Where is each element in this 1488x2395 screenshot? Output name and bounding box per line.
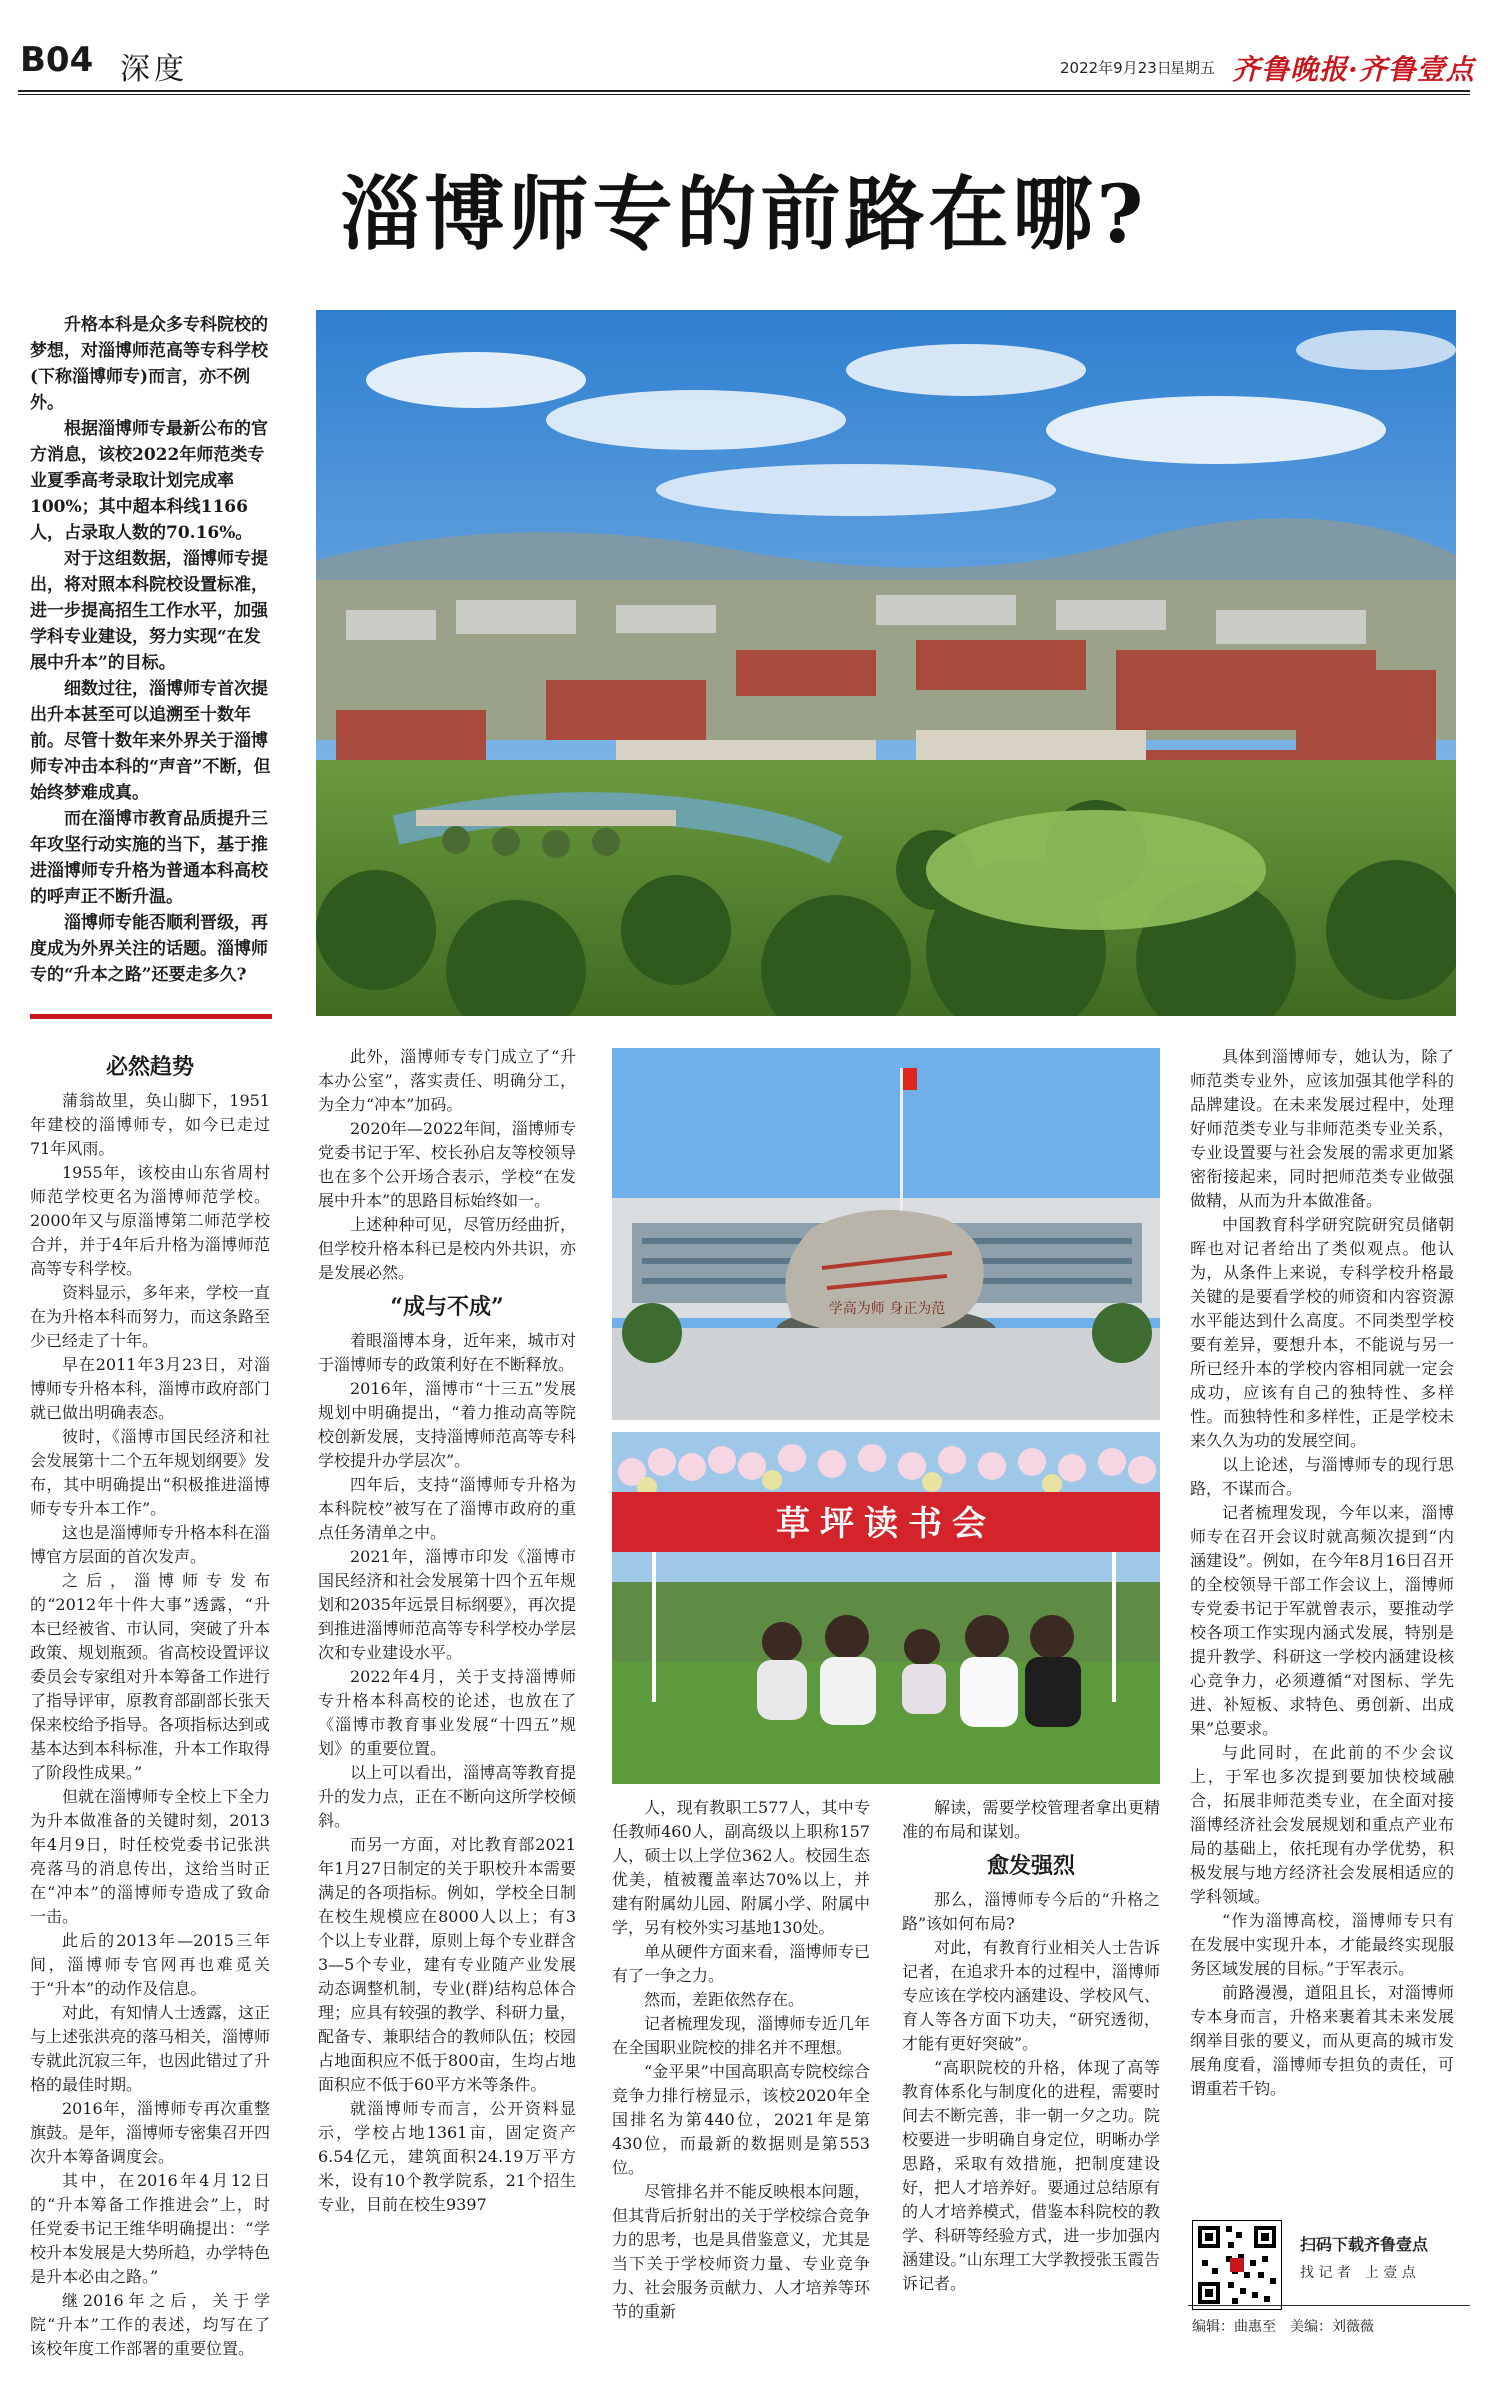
paragraph: 蒲翁故里，奂山脚下，1951年建校的淄博师专，如今已走过71年风雨。 bbox=[30, 1091, 270, 1158]
paragraph: 2016年，淄博市“十三五”发展规划中明确提出，“着力推动高等院校创新发展，支持淄博师范高等专科学校提升办学层次”。 bbox=[318, 1379, 576, 1470]
header-rule-thin bbox=[18, 94, 1470, 95]
paragraph: 以上论述，与淄博师专的现行思路，不谋而合。 bbox=[1190, 1455, 1454, 1498]
qr-code-icon bbox=[1192, 2220, 1282, 2310]
reporter-credit: 找 记 者 上 壹 点 bbox=[1300, 2265, 1416, 2281]
reading-club-photo bbox=[612, 1432, 1160, 1784]
paragraph: 1955年，该校由山东省周村师范学校更名为淄博师范学校。2000年又与原淄博第二师范学校合并，并于4年后升格为淄博师范高等专科学校。 bbox=[30, 1163, 270, 1278]
section-subhead: 愈发强烈 bbox=[986, 1853, 1075, 1879]
paragraph: 这也是淄博师专升格本科在淄博官方层面的首次发声。 bbox=[30, 1523, 270, 1566]
paragraph: 2022年4月，关于支持淄博师专升格本科高校的论述，也放在了《淄博市教育事业发展“十四五”规划》的重要位置。 bbox=[318, 1667, 576, 1758]
paragraph: 继2016年之后，关于学院“升本”工作的表述，均写在了该校年度工作部署的重要位置。 bbox=[30, 2291, 270, 2358]
qr-code[interactable] bbox=[1192, 2220, 1282, 2310]
monument-inscription: 学高为师 身正为范 bbox=[828, 1301, 946, 1317]
article-column-4 bbox=[902, 1796, 1160, 2386]
paragraph: 2021年，淄博市印发《淄博市国民经济和社会发展第十四个五年规划和2035年远景目标纲要》，再次提到推进淄博师范高等专科学校办学层次和专业建设水平。 bbox=[318, 1547, 576, 1662]
lead-paragraph: 根据淄博师专最新公布的官方消息，该校2022年师范类专业夏季高考录取计划完成率100%；其中超本科线1166人，占录取人数的70.16%。 bbox=[30, 419, 268, 543]
paragraph: 解读，需要学校管理者拿出更精准的布局和谋划。 bbox=[902, 1798, 1160, 1841]
headline: 淄博师专的前路在哪? bbox=[340, 167, 1148, 261]
footer-rule bbox=[1188, 2305, 1470, 2306]
section-subhead: “成与不成” bbox=[390, 1294, 504, 1320]
paragraph: 但就在淄博师专全校上下全力为升本做准备的关键时刻，2013年4月9日，时任校党委书记张洪亮落马的消息传出，这给当时正在“冲本”的淄博师专造成了致命一击。 bbox=[30, 1787, 270, 1926]
issue-weekday: 星期五 bbox=[1170, 59, 1216, 77]
header-rule bbox=[18, 90, 1470, 92]
paragraph: 就淄博师专而言，公开资料显示，学校占地1361亩，固定资产6.54亿元，建筑面积24.19万平方米，设有10个教学院系，21个招生专业，目前在校生9397 bbox=[318, 2099, 576, 2214]
paragraph: 尽管排名并不能反映根本问题，但其背后折射出的关于学校综合竞争力的思考，也是具借鉴意义，尤其是当下关于学校师资力量、专业竞争力、社会服务贡献力、人才培养等环节的重新 bbox=[612, 2182, 870, 2321]
lead-paragraph: 而在淄博市教育品质提升三年攻坚行动实施的当下，基于推进淄博师专升格为普通本科高校的呼声正不断升温。 bbox=[30, 809, 268, 907]
paragraph: 人，现有教职工577人，其中专任教师460人，副高级以上职称157人，硕士以上学位362人。校园生态优美，植被覆盖率达70%以上，并建有附属幼儿园、附属小学、附属中学，另有校外实习基地130处。 bbox=[612, 1798, 870, 1937]
paragraph: 记者梳理发现，淄博师专近几年在全国职业院校的排名并不理想。 bbox=[612, 2014, 870, 2057]
reading-club-illustration bbox=[612, 1432, 1160, 1784]
article-column-1 bbox=[30, 1045, 270, 2385]
paragraph: 记者梳理发现，今年以来，淄博师专在召开会议时就高频次提到“内涵建设”。例如，在今年8月16日召开的全校领导干部工作会议上，淄博师专党委书记于军就曾表示，要推动学校各项工作实现内涵式发展，特别是提升教学、科研这一学校内涵建设核心竞争力，必须遵循“对图标、学先进、补短板、求特色、勇创新、出成果”总要求。 bbox=[1190, 1503, 1454, 1738]
lead-underline bbox=[30, 1014, 272, 1019]
newspaper-logo[interactable]: 齐鲁晚报·齐鲁壹点 bbox=[1232, 53, 1475, 86]
paragraph: 上述种种可见，尽管历经曲折，但学校升格本科已是校内外共识，亦是发展必然。 bbox=[318, 1215, 576, 1282]
paragraph: 此外，淄博师专专门成立了“升本办公室”，落实责任、明确分工，为全力“冲本”加码。 bbox=[318, 1047, 576, 1114]
paragraph: 资料显示，多年来，学校一直在为升格本科而努力，而这条路至少已经走了十年。 bbox=[30, 1283, 270, 1350]
lead-paragraph: 淄博师专能否顺利晋级，再度成为外界关注的话题。淄博师专的“升本之路”还要走多久? bbox=[30, 913, 268, 985]
page-number: B04 bbox=[20, 40, 94, 80]
campus-aerial-photo bbox=[316, 310, 1456, 1016]
paragraph: 具体到淄博师专，她认为，除了师范类专业外，应该加强其他学科的品牌建设。在未来发展过程中，处理好师范类专业与非师范类专业关系，专业设置要与社会发展的需求更加紧密衔接起来，同时把师范类专业做强做精，从而为升本做准备。 bbox=[1190, 1047, 1454, 1210]
paragraph: 对此，有教育行业相关人士告诉记者，在追求升本的过程中，淄博师专应该在学校内涵建设、学校风气、育人等各方面下功夫，“研究透彻，才能有更好突破”。 bbox=[902, 1938, 1160, 2053]
editor-credit: 编辑：曲惠至 美编：刘薇薇 bbox=[1192, 2319, 1374, 2335]
paragraph: 那么，淄博师专今后的“升格之路”该如何布局? bbox=[902, 1890, 1160, 1933]
monument-illustration bbox=[612, 1048, 1160, 1420]
monument-photo bbox=[612, 1048, 1160, 1420]
paragraph: “高职院校的升格，体现了高等教育体系化与制度化的进程，需要时间去不断完善，非一朝一夕之功。院校要进一步明确自身定位，明晰办学思路，采取有效措施，把制度建设好，把人才培养好。要通过总结原有的人才培养模式，借鉴本科院校的教学、科研等经验方式，进一步加强内涵建设。”山东理工大学教授张玉霞告诉记者。 bbox=[902, 2058, 1160, 2293]
lead-paragraph: 对于这组数据，淄博师专提出，将对照本科院校设置标准，进一步提高招生工作水平，加强学科专业建设，努力实现“在发展中升本”的目标。 bbox=[30, 549, 268, 673]
issue-date: 2022年9月23日 bbox=[1060, 59, 1172, 77]
paragraph: 2020年—2022年间，淄博师专党委书记于军、校长孙启友等校领导也在多个公开场合表示，学校“在发展中升本”的思路目标始终如一。 bbox=[318, 1119, 576, 1210]
lead-text bbox=[30, 312, 272, 988]
section-title: 深度 bbox=[120, 52, 188, 87]
paragraph: 着眼淄博本身，近年来，城市对于淄博师专的政策利好在不断释放。 bbox=[318, 1331, 576, 1374]
article-column-2 bbox=[318, 1045, 576, 2385]
paragraph: 之后，淄博师专发布的“2012年十件大事”透露，“升本已经被省、市认同，突破了升本政策、规划瓶颈。省高校设置评议委员会专家组对升本筹备工作进行了指导评审，原教育部副部长张天保来校给予指导。各项指标达到或基本达到本科标准，升本工作取得了阶段性成果。” bbox=[30, 1571, 270, 1782]
lead-paragraph: 升格本科是众多专科院校的梦想，对淄博师范高等专科学校(下称淄博师专)而言，亦不例外。 bbox=[30, 315, 268, 413]
paragraph: 此后的2013年—2015三年间，淄博师专官网再也难觅关于“升本”的动作及信息。 bbox=[30, 1931, 270, 1998]
paragraph: 彼时，《淄博市国民经济和社会发展第十二个五年规划纲要》发布，其中明确提出“积极推进淄博师专专升本工作”。 bbox=[30, 1427, 270, 1518]
paragraph: “作为淄博高校，淄博师专只有在发展中实现升本，才能最终实现服务区域发展的目标。”于军表示。 bbox=[1190, 1911, 1454, 1978]
lead-paragraph: 细数过往，淄博师专首次提出升本甚至可以追溯至十数年前。尽管十数年来外界关于淄博师专冲击本科的“声音”不断，但始终梦难成真。 bbox=[30, 679, 271, 803]
paragraph: 前路漫漫，道阻且长，对淄博师专本身而言，升格来裹着其未来发展纲举目张的要义，而从更高的城市发展角度看，淄博师专担负的责任，可谓重若千钧。 bbox=[1190, 1983, 1454, 2098]
paragraph: 然而，差距依然存在。 bbox=[644, 1990, 805, 2009]
paragraph: 四年后，支持“淄博师专升格为本科院校”被写在了淄博市政府的重点任务清单之中。 bbox=[318, 1475, 576, 1542]
paragraph: 单从硬件方面来看，淄博师专已有了一争之力。 bbox=[612, 1942, 870, 1985]
campus-aerial-illustration bbox=[316, 310, 1456, 1016]
paragraph: 2016年，淄博师专再次重整旗鼓。是年，淄博师专密集召开四次升本筹备调度会。 bbox=[30, 2099, 270, 2166]
article-column-3 bbox=[612, 1796, 870, 2386]
paragraph: 而另一方面，对比教育部2021年1月27日制定的关于职校升本需要满足的各项指标。例如，学校全日制在校生规模应在8000人以上；有3个以上专业群，原则上每个专业群含3—5个专业，建有专业随产业发展动态调整机制，专业(群)结构总体合理；应具有较强的教学、科研力量，配备专、兼职结合的教师队伍；校园占地面积应不低于800亩，生均占地面积应不低于60平方米等条件。 bbox=[318, 1835, 576, 2094]
paragraph: 其中，在2016年4月12日的“升本筹备工作推进会”上，时任党委书记王维华明确提出：“学校升本发展是大势所趋，办学特色是升本必由之路。” bbox=[30, 2171, 270, 2286]
banner-text: 草坪读书会 bbox=[776, 1504, 996, 1544]
paragraph: 中国教育科学研究院研究员储朝晖也对记者给出了类似观点。他认为，从条件上来说，专科学校升格最关键的是要看学校的师资和内容资源水平能达到什么高度。不同类型学校要有差异，要想升本，不能说与另一所已经升本的学校内容相同就一定会成功，应该有自己的独特性、多样性。而独特性和多样性，正是学校未来久久为功的发展空间。 bbox=[1190, 1215, 1454, 1450]
section-subhead: 必然趋势 bbox=[105, 1054, 194, 1080]
paragraph: “金平果”中国高职高专院校综合竞争力排行榜显示，该校2020年全国排名为第440位，2021年是第430位，而最新的数据则是第553位。 bbox=[612, 2062, 870, 2177]
qr-caption: 扫码下载齐鲁壹点 bbox=[1300, 2235, 1429, 2254]
paragraph: 与此同时，在此前的不少会议上，于军也多次提到要加快校域融合，拓展非师范类专业，在全面对接淄博经济社会发展规划和重点产业布局的基础上，依托现有办学优势，积极发展与地方经济社会发展相适应的学科领域。 bbox=[1190, 1743, 1454, 1906]
article-column-5 bbox=[1190, 1045, 1454, 2205]
paragraph: 早在2011年3月23日，对淄博师专升格本科，淄博市政府部门就已做出明确表态。 bbox=[30, 1355, 270, 1422]
paragraph: 以上可以看出，淄博高等教育提升的发力点，正在不断向这所学校倾斜。 bbox=[318, 1763, 576, 1830]
paragraph: 对此，有知情人士透露，这正与上述张洪亮的落马相关，淄博师专就此沉寂三年，也因此错过了升格的最佳时期。 bbox=[30, 2003, 270, 2094]
